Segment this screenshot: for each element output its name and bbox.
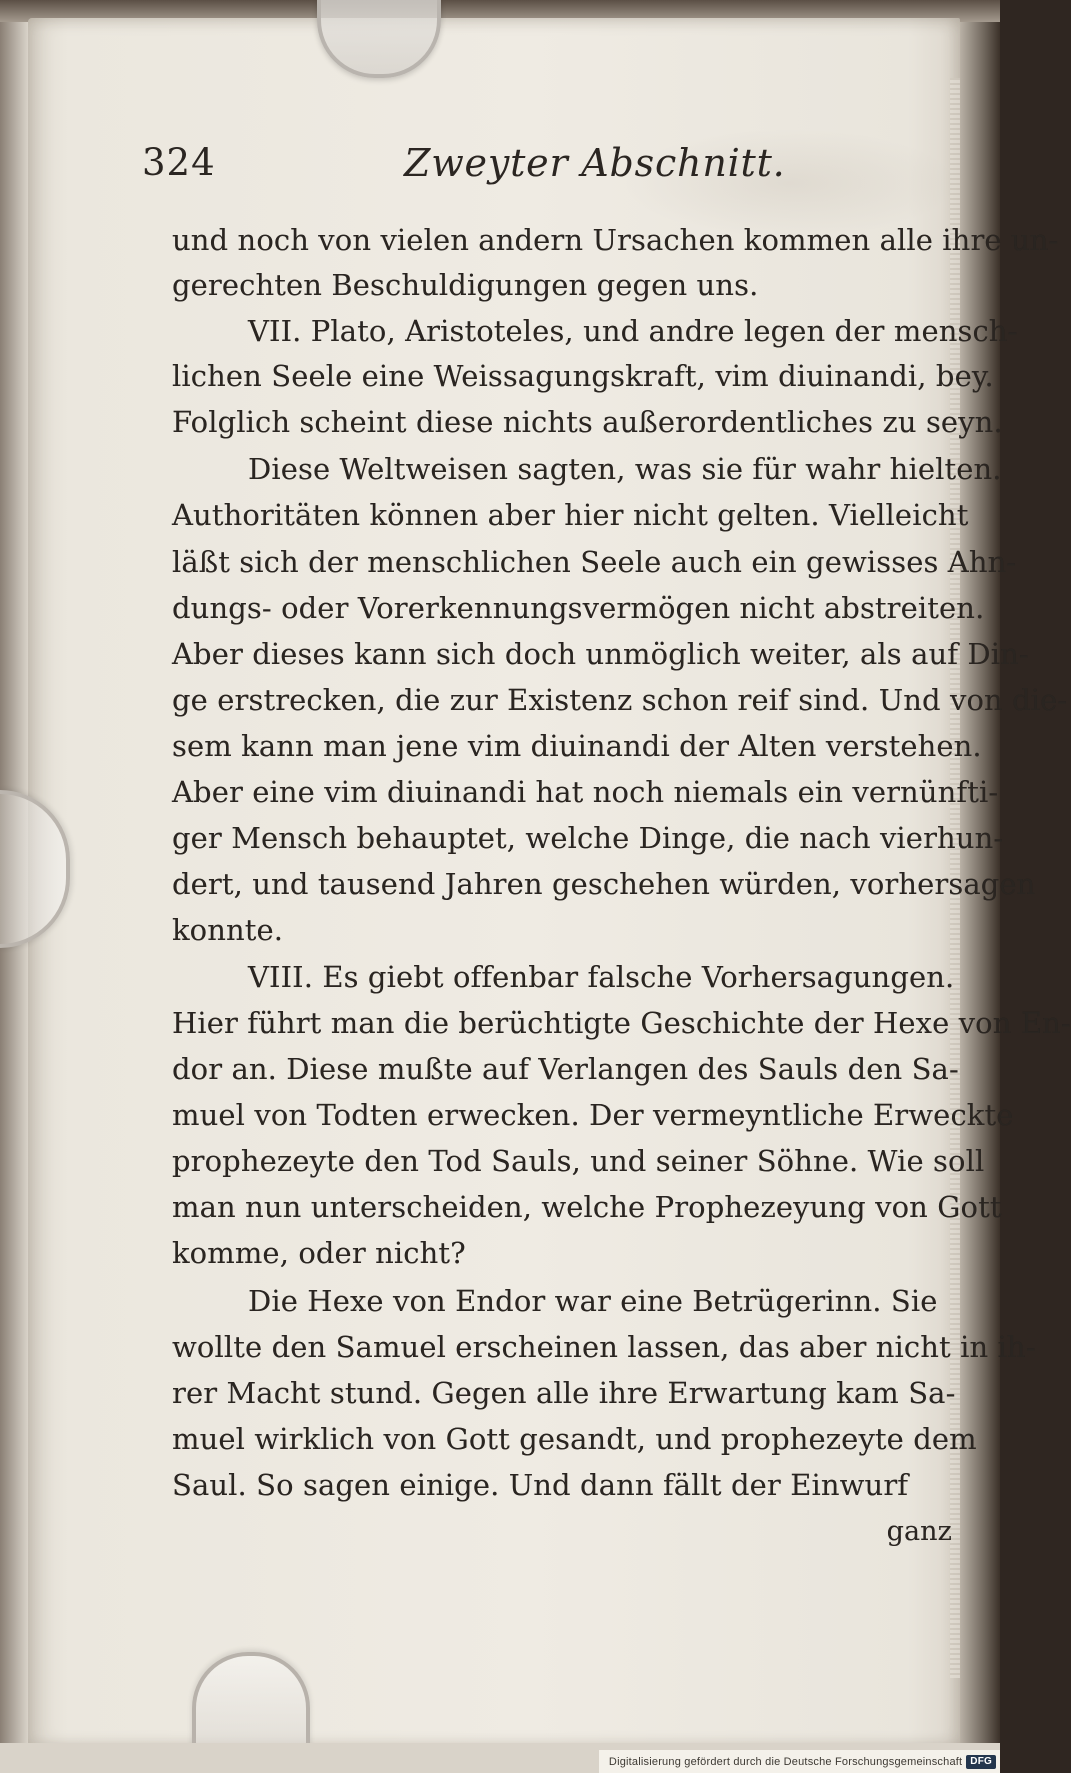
credit-text: Digitalisierung gefördert durch die Deutsche Forschungsgemeinschaft: [608, 1755, 963, 1768]
text-line: komme, oder nicht?: [172, 1236, 466, 1270]
text-line: VIII. Es giebt offenbar falsche Vorhersagungen.: [248, 960, 955, 994]
page-number: 324: [142, 141, 216, 184]
text-line: läßt sich der menschlichen Seele auch ein gewisses Ahn-: [172, 545, 1017, 579]
text-line: ge erstrecken, die zur Existenz schon reif sind. Und von die-: [172, 683, 1068, 717]
text-line: Authoritäten können aber hier nicht gelten. Vielleicht: [172, 498, 969, 532]
text-line: konnte.: [172, 913, 284, 947]
text-line: VII. Plato, Aristoteles, und andre legen der mensch-: [248, 314, 1018, 348]
text-line: Aber eine vim diuinandi hat noch niemals ein vernünfti-: [172, 775, 999, 809]
text-line: Diese Weltweisen sagten, was sie für wahr hielten.: [248, 452, 1002, 486]
text-line: ger Mensch behauptet, welche Dinge, die nach vierhun-: [172, 821, 1004, 855]
digitization-credit: [599, 1750, 1000, 1773]
text-line: dungs- oder Vorerkennungsvermögen nicht abstreiten.: [172, 591, 985, 625]
text-line: rer Macht stund. Gegen alle ihre Erwartung kam Sa-: [172, 1376, 956, 1410]
text-line: muel wirklich von Gott gesandt, und prophezeyte dem: [172, 1422, 977, 1456]
text-line: man nun unterscheiden, welche Prophezeyung von Gott: [172, 1190, 1002, 1224]
text-line: Aber dieses kann sich doch unmöglich weiter, als auf Din-: [172, 637, 1029, 671]
text-line: lichen Seele eine Weissagungskraft, vim diuinandi, bey.: [172, 359, 994, 393]
text-line: und noch von vielen andern Ursachen kommen alle ihre un-: [172, 223, 1059, 257]
text-line: Die Hexe von Endor war eine Betrügerinn. Sie: [248, 1284, 938, 1318]
text-line: wollte den Samuel erscheinen lassen, das aber nicht in ih-: [172, 1330, 1036, 1364]
text-line: gerechten Beschuldigungen gegen uns.: [172, 268, 759, 302]
text-line: dert, und tausend Jahren geschehen würden, vorhersagen: [172, 867, 1036, 901]
catchword: ganz: [886, 1516, 952, 1547]
text-line: Folglich scheint diese nichts außerordentliches zu seyn.: [172, 405, 1003, 439]
dfg-logo: DFG: [966, 1755, 996, 1769]
text-line: Saul. So sagen einige. Und dann fällt der Einwurf: [172, 1468, 909, 1502]
text-line: Hier führt man die berüchtigte Geschichte der Hexe von En-: [172, 1006, 1071, 1040]
text-line: prophezeyte den Tod Sauls, und seiner Söhne. Wie soll: [172, 1144, 985, 1178]
text-line: dor an. Diese mußte auf Verlangen des Sauls den Sa-: [172, 1052, 959, 1086]
text-line: sem kann man jene vim diuinandi der Alten verstehen.: [172, 729, 982, 763]
running-head: Zweyter Abschnitt.: [404, 141, 786, 185]
text-line: muel von Todten erwecken. Der vermeyntliche Erweckte: [172, 1098, 1014, 1132]
